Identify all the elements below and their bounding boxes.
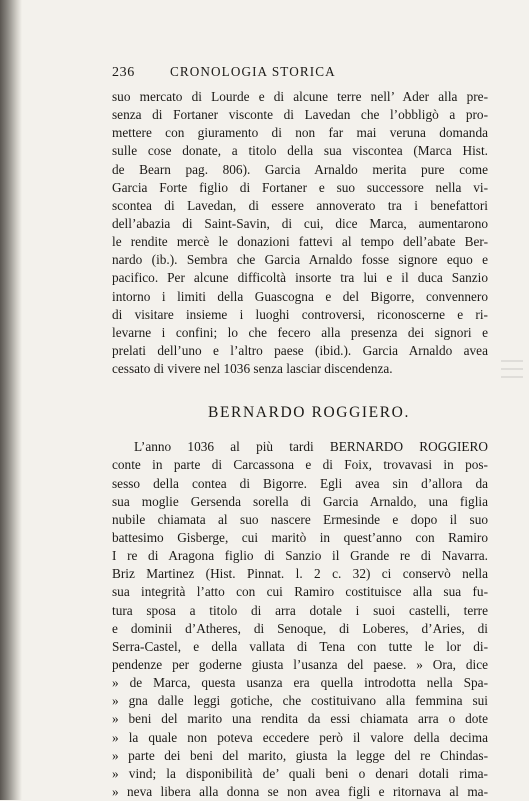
show-through-marks bbox=[501, 360, 523, 400]
text-line: tura sposa a titolo di arra dotale i suoi castelli, terre bbox=[112, 602, 488, 618]
text-line: conte in parte di Carcassona e di Foix, trovavasi in pos- bbox=[112, 457, 488, 473]
running-title: CRONOLOGIA STORICA bbox=[170, 64, 336, 79]
text-line: » parte dei beni del marito, giusta la legge del re Chindas- bbox=[112, 747, 488, 763]
text-line: levarne i confini; lo che fecero alla presenza dei signori e bbox=[112, 324, 488, 340]
text-line: sulle cose donate, a titolo della sua viscontea (Marca Hist. bbox=[112, 143, 488, 159]
text-line: intorno i limiti della Guascogna e del Bigorre, convennero bbox=[112, 288, 488, 304]
text-line: scontea di Lavedan, di essere annoverato tra i benefattori bbox=[112, 197, 488, 213]
text-line: prelati dell’uno e l’altro paese (ibid.). Garcia Arnaldo avea bbox=[112, 342, 488, 358]
text-line: pendenze per goderne giusta l’usanza del paese. » Ora, dice bbox=[112, 656, 488, 672]
text-line: mettere con giuramento di non far mai veruna domanda bbox=[112, 125, 488, 141]
text-line: » neva libera alla donna se non avea figli e ritornava al ma- bbox=[112, 783, 488, 799]
text-line: » la quale non poteva eccedere però il valore della decima bbox=[112, 729, 488, 745]
text-line: I re di Aragona figlio di Sanzio il Grande re di Navarra. bbox=[112, 548, 488, 564]
text-line: dell’abazia di Saint-Savin, di cui, dice Marca, aumentarono bbox=[112, 215, 488, 231]
section-2-text bbox=[112, 438, 488, 801]
text-line: le rendite mercè le donazioni fattevi al tempo dell’abate Ber- bbox=[112, 234, 488, 250]
text-line: Serra-Castel, e della vallata di Tena con tutte le lor di- bbox=[112, 638, 488, 654]
binding-shadow bbox=[0, 0, 22, 800]
text-line: pacifico. Per alcune difficoltà insorte tra lui e il duca Sanzio bbox=[112, 270, 488, 286]
text-line: sua integrità l’atto con cui Ramiro costituisce alla sua fu- bbox=[112, 584, 488, 600]
text-line: di visitare insieme i luoghi controversi, riconoscerne e ri- bbox=[112, 306, 488, 322]
text-line: e dominii d’Atheres, di Senoque, di Loberes, d’Aries, di bbox=[112, 620, 488, 636]
text-line: L’anno 1036 al più tardi BERNARDO ROGGIERO bbox=[134, 439, 488, 455]
section-heading: BERNARDO ROGGIERO. bbox=[208, 404, 410, 422]
text-line: Garcia Forte figlio di Fortaner e suo successore nella vi- bbox=[112, 179, 488, 195]
text-line: » beni del marito una rendita da essi chiamata arra o dote bbox=[112, 711, 488, 727]
text-line: sesso della contea di Bigorre. Egli avea sin d’allora da bbox=[112, 475, 488, 491]
text-line: battesimo Gisberge, cui maritò in quest’anno con Ramiro bbox=[112, 529, 488, 545]
text-line: suo mercato di Lourde e di alcune terre nell’ Ader alla pre- bbox=[112, 89, 488, 104]
text-line: cessato di vivere nel 1036 senza lasciar discendenza. bbox=[112, 361, 393, 377]
text-line: nardo (ib.). Sembra che Garcia Arnaldo fosse signore equo e bbox=[112, 252, 488, 268]
page-number: 236 bbox=[112, 65, 135, 80]
text-line: » de Marca, questa usanza era quella introdotta nella Spa- bbox=[112, 675, 488, 691]
text-line: sua moglie Gersenda sorella di Garcia Arnaldo, una figlia bbox=[112, 493, 488, 509]
section-1-text bbox=[112, 88, 488, 378]
book-page bbox=[112, 64, 488, 801]
text-line: » vind; la disponibilità de’ quali beni o denari dotali rima- bbox=[112, 765, 488, 781]
text-line: Briz Martinez (Hist. Pinnat. l. 2 c. 32) ci conservò nella bbox=[112, 566, 488, 582]
running-header bbox=[112, 64, 488, 88]
text-line: de Bearn pag. 806). Garcia Arnaldo merita pure come bbox=[112, 161, 488, 177]
text-line: nubile chiamata al suo nascere Ermesinde e dopo il suo bbox=[112, 511, 488, 527]
text-line: » gna dalle leggi gotiche, che costituivano alla femmina sui bbox=[112, 693, 488, 709]
text-line: senza di Fortaner visconte di Lavedan che l’obbligò a pro- bbox=[112, 107, 488, 123]
